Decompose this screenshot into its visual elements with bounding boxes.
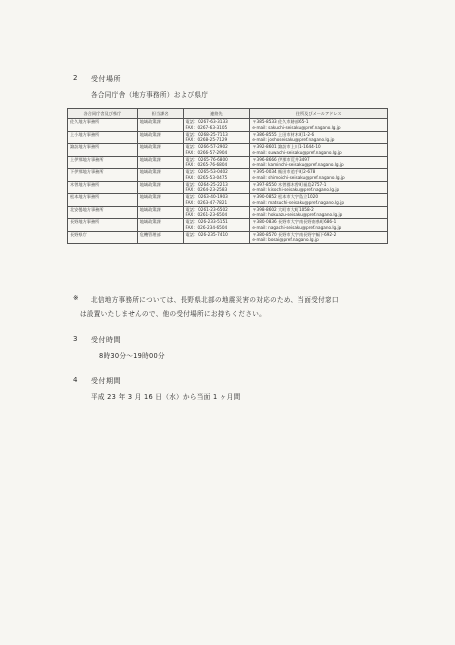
header-dept: 担当課名: [137, 109, 183, 119]
table-row: [68, 181, 388, 194]
email-text: e-mail: matsuchi-seisaku@pref.nagano.lg.jp: [252, 199, 344, 205]
dept-cell: 地域政策課: [139, 219, 161, 224]
dept-cell: [137, 206, 183, 219]
office-cell: 諏訪地方事務所: [70, 144, 100, 149]
office-cell: 木曽地方事務所: [70, 181, 100, 187]
table-row: [68, 206, 388, 219]
dept-cell: 地域政策課: [139, 206, 161, 212]
dept-cell: [137, 131, 183, 144]
tel-cell: [183, 156, 250, 169]
header-address: 住所及びメールアドレス: [250, 109, 388, 119]
table-row: [68, 231, 388, 244]
reception-table: [67, 108, 388, 244]
dept-cell: 危機管理部: [139, 231, 161, 237]
address-text: 〒392-8601 諏訪市上川1-1644-10: [252, 144, 321, 149]
tel-text: 電話：0265-76-6800: [185, 156, 228, 162]
fax-text: FAX：0263-47-7821: [185, 199, 228, 205]
note-mark: ※: [73, 294, 79, 302]
table-row: [68, 144, 388, 157]
header-office: 各合同庁舎及び県庁: [68, 109, 138, 119]
address-text: 〒380-0836 長野市大字南長野南県町686-1: [252, 219, 337, 224]
dept-cell: 地域政策課: [139, 169, 161, 174]
header-contact: 連絡先: [183, 109, 250, 119]
email-text: e-mail: hokuazu-seisaku@pref.nagano.lg.jp: [252, 212, 343, 217]
address-cell: [250, 206, 388, 219]
tel-text: 電話：0266-57-2902: [185, 144, 228, 149]
section2-title: 受付場所: [91, 75, 121, 83]
fax-text: FAX：0264-23-2583: [185, 187, 228, 192]
office-cell: [68, 181, 138, 194]
office-cell: 佐久地方事務所: [70, 119, 100, 124]
dept-cell: [137, 181, 183, 194]
section2-subtitle: 各合同庁舎（地方事務所）および県庁: [91, 91, 209, 99]
office-cell: 上小地方事務所: [70, 131, 100, 137]
address-cell: [250, 169, 388, 182]
office-cell: 上伊那地方事務所: [70, 156, 104, 162]
tel-cell: [183, 144, 250, 157]
tel-text: 電話：026-233-5151: [185, 219, 228, 224]
email-text: e-mail: kaminchi-seisaku@pref.nagano.lg.jp: [252, 162, 344, 167]
tel-cell: [183, 194, 250, 207]
table-header-row: [68, 109, 388, 119]
tel-cell: [183, 181, 250, 194]
address-cell: [250, 119, 388, 132]
dept-cell: [137, 219, 183, 232]
address-text: 〒395-0034 飯田市追手町2-678: [252, 169, 316, 174]
section4-title: 受付期間: [91, 377, 121, 385]
office-cell: [68, 194, 138, 207]
office-cell: [68, 206, 138, 219]
office-cell: 長野県庁: [70, 231, 87, 237]
fax-text: FAX：026-234-6504: [185, 224, 228, 230]
address-text: 〒385-8533 佐久市跡部65-1: [252, 119, 309, 124]
address-cell: [250, 156, 388, 169]
address-cell: [250, 131, 388, 144]
fax-text: FAX：0267-63-3105: [185, 124, 228, 130]
address-text: 〒397-8550 木曽郡木曽町福島2757-1: [252, 181, 327, 187]
tel-cell: [183, 119, 250, 132]
dept-cell: [137, 231, 183, 244]
office-cell: [68, 131, 138, 144]
fax-text: FAX：0268-25-7129: [185, 137, 228, 142]
office-cell: 長野地方事務所: [70, 219, 100, 224]
address-text: 〒396-8666 伊那市荒井3497: [252, 156, 310, 162]
tel-text: 電話：0264-25-2213: [185, 181, 228, 187]
address-cell: [250, 219, 388, 232]
office-cell: 松本地方事務所: [70, 194, 100, 199]
section3-title: 受付時間: [91, 336, 121, 344]
dept-cell: 地域政策課: [139, 181, 161, 187]
tel-text: 電話：0263-40-1903: [185, 194, 228, 199]
table-row: [68, 219, 388, 232]
dept-cell: [137, 194, 183, 207]
section3-body: 8時30分～19時00分: [99, 352, 165, 360]
fax-text: FAX：0265-53-0475: [185, 174, 228, 180]
table-row: [68, 119, 388, 132]
fax-text: FAX：0265-76-6804: [185, 162, 228, 167]
office-cell: 北安曇地方事務所: [70, 206, 104, 212]
email-text: e-mail: sakuchi-seisaku@pref.nagano.lg.jp: [252, 124, 341, 130]
dept-cell: [137, 156, 183, 169]
email-text: e-mail: kisochi-seisaku@pref.nagano.lg.jp: [252, 187, 340, 192]
table-row: [68, 156, 388, 169]
tel-cell: [183, 131, 250, 144]
address-text: 〒398-8602 大町市大町1058-2: [252, 206, 314, 212]
address-cell: [250, 231, 388, 244]
office-cell: [68, 231, 138, 244]
address-cell: [250, 144, 388, 157]
section2-number: 2: [73, 74, 78, 82]
table-row: [68, 194, 388, 207]
address-cell: [250, 194, 388, 207]
tel-text: 電話：026-235-7410: [185, 231, 228, 237]
dept-cell: 地域政策課: [139, 131, 161, 137]
address-text: 〒386-8555 上田市材木町1-2-6: [252, 131, 315, 137]
fax-text: FAX：0266-57-2904: [185, 149, 228, 155]
table-row: [68, 169, 388, 182]
table-row: [68, 131, 388, 144]
office-cell: [68, 144, 138, 157]
tel-text: 電話：0268-25-7113: [185, 131, 228, 137]
tel-cell: [183, 231, 250, 244]
office-cell: 下伊那地方事務所: [70, 169, 104, 174]
tel-cell: [183, 206, 250, 219]
email-text: e-mail: suwachi-seisaku@pref.nagano.lg.jp: [252, 149, 342, 155]
email-text: e-mail: shimoichi-seisaku@pref.nagano.lg.jp: [252, 174, 345, 180]
office-cell: [68, 169, 138, 182]
dept-cell: [137, 119, 183, 132]
dept-cell: 地域政策課: [139, 156, 161, 162]
email-text: e-mail: joshoseisaku@pref.nagano.lg.jp: [252, 137, 335, 142]
dept-cell: [137, 169, 183, 182]
email-text: e-mail: nagachi-seisaku@pref.nagano.lg.jp: [252, 224, 342, 230]
note-line-1: 北信地方事務所については、長野県北部の地震災害の対応のため、当面受付窓口: [91, 296, 339, 304]
tel-cell: [183, 169, 250, 182]
tel-text: 電話：0265-53-0402: [185, 169, 228, 174]
section4-body: 平成 23 年 3 月 16 日（水）から当面 1 ヶ月間: [91, 393, 241, 401]
dept-cell: [137, 144, 183, 157]
tel-text: 電話：0261-23-6502: [185, 206, 228, 212]
office-cell: [68, 219, 138, 232]
office-cell: [68, 156, 138, 169]
dept-cell: 地域政策課: [139, 144, 161, 149]
tel-text: 電話：0267-63-3133: [185, 119, 228, 124]
address-text: 〒390-0852 松本市大字島立1020: [252, 194, 319, 199]
email-text: e-mail: bosai@pref.nagano.lg.jp: [252, 237, 319, 242]
address-text: 〒380-8570 長野市大字南長野字幅下692-2: [252, 231, 337, 237]
section4-number: 4: [73, 376, 78, 384]
tel-cell: [183, 219, 250, 232]
section3-number: 3: [73, 335, 78, 343]
dept-cell: 地域政策課: [139, 194, 161, 199]
address-cell: [250, 181, 388, 194]
office-cell: [68, 119, 138, 132]
fax-text: FAX：0261-23-6504: [185, 212, 228, 217]
dept-cell: 地域政策課: [139, 119, 161, 124]
note-line-2: は設置いたしませんので、他の受付場所にお持ちください。: [80, 310, 266, 318]
